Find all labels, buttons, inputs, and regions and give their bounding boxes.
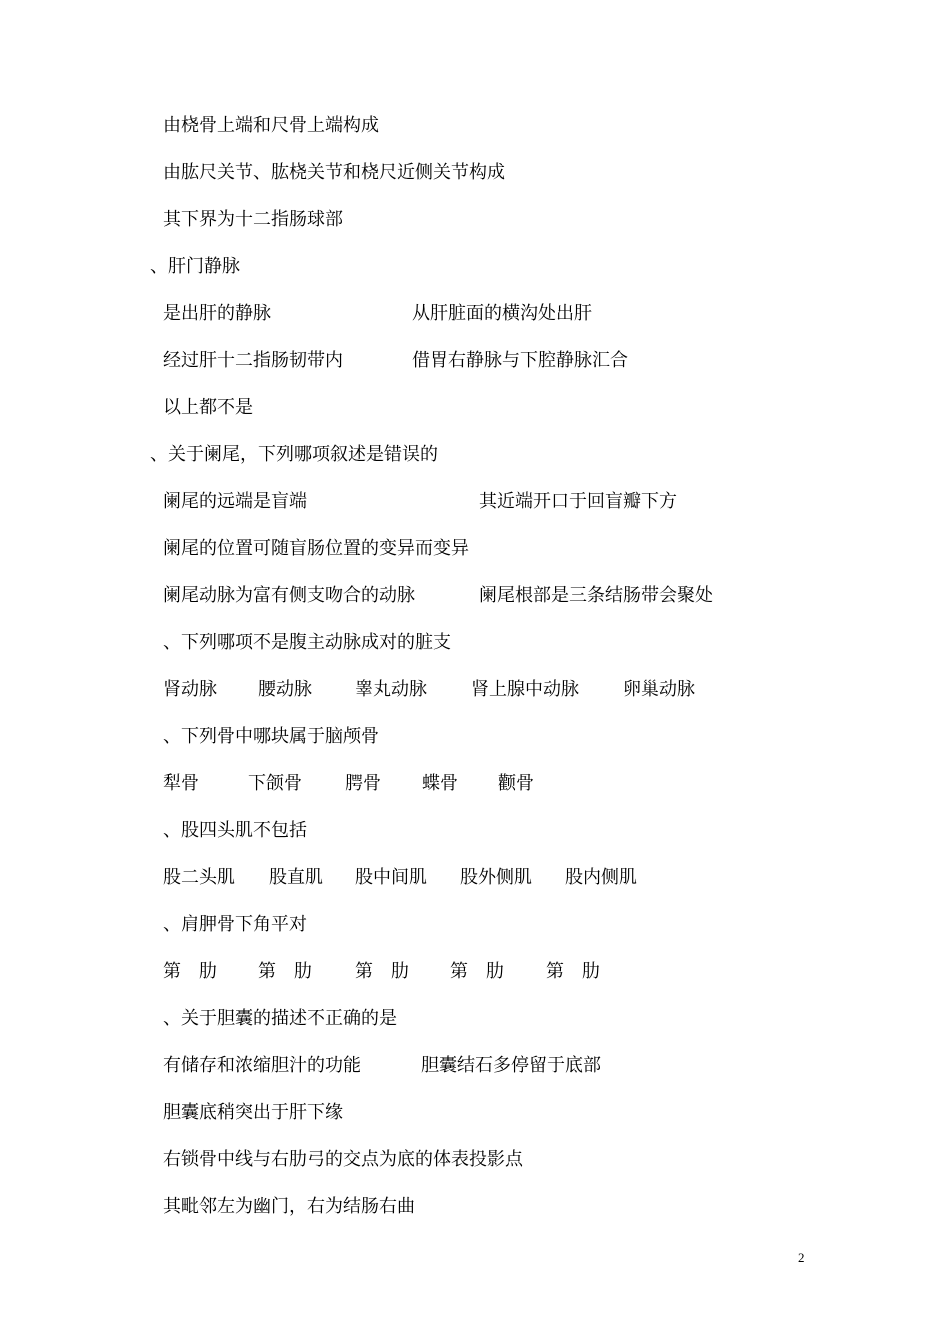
text-line: [0, 958, 950, 986]
text-line: [0, 206, 950, 234]
answer-option: 腰动脉: [258, 679, 312, 700]
text-line: [0, 347, 950, 375]
answer-option: 蝶骨: [422, 773, 458, 794]
answer-option: 第 肋: [450, 961, 504, 982]
answer-option: 阑尾根部是三条结肠带会聚处: [479, 585, 713, 606]
answer-option: 颧骨: [498, 773, 534, 794]
text-segment: 、肩胛骨下角平对: [163, 914, 307, 935]
answer-option: 第 肋: [355, 961, 409, 982]
text-line: [0, 535, 950, 563]
answer-option: 股内侧肌: [565, 867, 637, 888]
text-segment: 右锁骨中线与右肋弓的交点为底的体表投影点: [163, 1149, 523, 1170]
text-line: [0, 1005, 950, 1033]
answer-option: 是出肝的静脉: [163, 303, 271, 324]
answer-option: 肾上腺中动脉: [471, 679, 579, 700]
answer-option: 股直肌: [269, 867, 323, 888]
text-line: [0, 911, 950, 939]
answer-option: 从肝脏面的横沟处出肝: [412, 303, 592, 324]
answer-option: 借胃右静脉与下腔静脉汇合: [412, 350, 628, 371]
answer-option: 其近端开口于回盲瓣下方: [479, 491, 677, 512]
text-line: [0, 676, 950, 704]
answer-option: 股二头肌: [163, 867, 235, 888]
answer-option: 经过肝十二指肠韧带内: [163, 350, 343, 371]
answer-option: 卵巢动脉: [623, 679, 695, 700]
answer-option: 腭骨: [345, 773, 381, 794]
text-line: [0, 394, 950, 422]
text-segment: 、关于阑尾，下列哪项叙述是错误的: [150, 444, 438, 465]
answer-option: 阑尾动脉为富有侧支吻合的动脉: [163, 585, 415, 606]
text-line: [0, 582, 950, 610]
answer-option: 下颌骨: [248, 773, 302, 794]
text-line: [0, 1099, 950, 1127]
text-line: [0, 1052, 950, 1080]
text-segment: 、股四头肌不包括: [163, 820, 307, 841]
text-segment: 由肱尺关节、肱桡关节和桡尺近侧关节构成: [163, 162, 505, 183]
answer-option: 第 肋: [163, 961, 217, 982]
answer-option: 股中间肌: [355, 867, 427, 888]
text-line: [0, 629, 950, 657]
text-segment: 胆囊底稍突出于肝下缘: [163, 1102, 343, 1123]
answer-option: 睾丸动脉: [355, 679, 427, 700]
text-line: [0, 441, 950, 469]
answer-option: 股外侧肌: [460, 867, 532, 888]
text-segment: 、肝门静脉: [150, 256, 240, 277]
text-line: [0, 723, 950, 751]
text-line: [0, 253, 950, 281]
answer-option: 肾动脉: [163, 679, 217, 700]
text-segment: 阑尾的位置可随盲肠位置的变异而变异: [163, 538, 469, 559]
answer-option: 犁骨: [163, 773, 199, 794]
text-line: [0, 488, 950, 516]
text-segment: 、关于胆囊的描述不正确的是: [163, 1008, 397, 1029]
text-segment: 、下列骨中哪块属于脑颅骨: [163, 726, 379, 747]
text-line: [0, 300, 950, 328]
text-line: [0, 817, 950, 845]
answer-option: 第 肋: [258, 961, 312, 982]
page-number: 2: [798, 1250, 805, 1265]
answer-option: 胆囊结石多停留于底部: [421, 1055, 601, 1076]
text-line: [0, 770, 950, 798]
text-line: [0, 1193, 950, 1221]
text-line: [0, 864, 950, 892]
answer-option: 有储存和浓缩胆汁的功能: [163, 1055, 361, 1076]
text-line: [0, 1146, 950, 1174]
text-segment: 其毗邻左为幽门，右为结肠右曲: [163, 1196, 415, 1217]
answer-option: 阑尾的远端是盲端: [163, 491, 307, 512]
text-segment: 、下列哪项不是腹主动脉成对的脏支: [163, 632, 451, 653]
text-segment: 其下界为十二指肠球部: [163, 209, 343, 230]
text-line: [0, 112, 950, 140]
text-segment: 由桡骨上端和尺骨上端构成: [163, 115, 379, 136]
text-segment: 以上都不是: [163, 397, 253, 418]
answer-option: 第 肋: [546, 961, 600, 982]
text-line: [0, 159, 950, 187]
